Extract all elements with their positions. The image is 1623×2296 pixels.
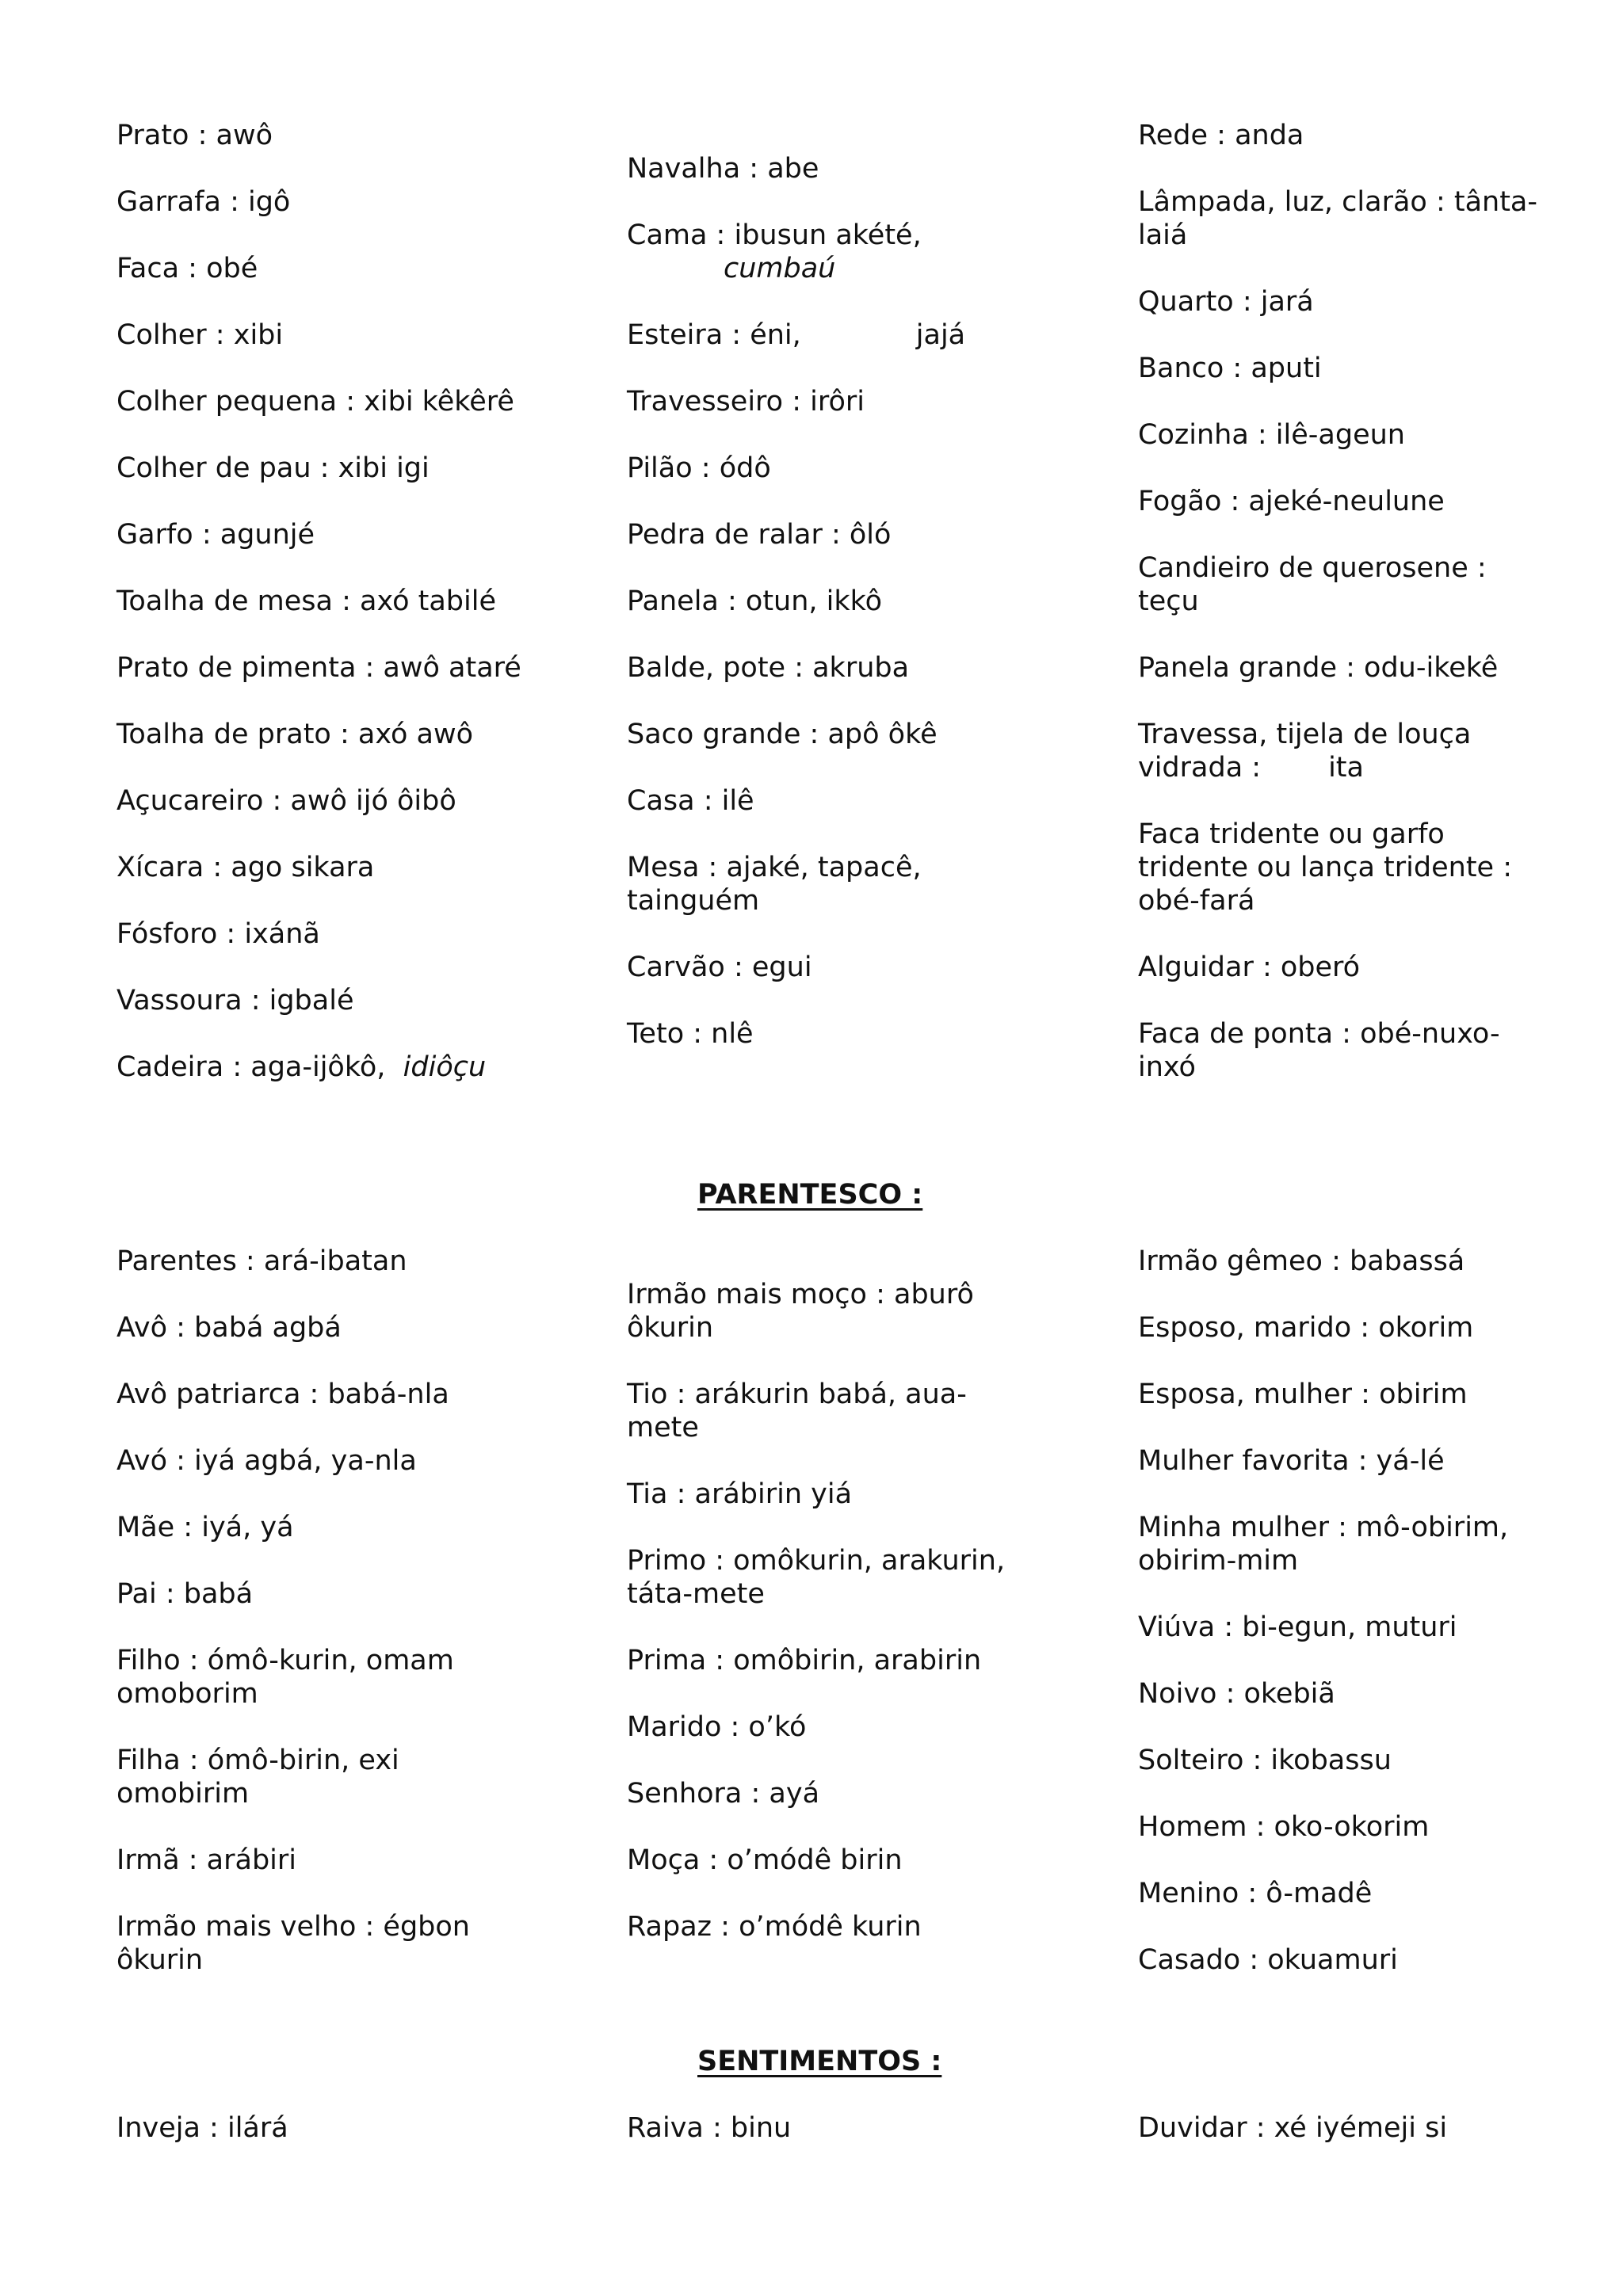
- entry-text: mete: [627, 1412, 699, 1444]
- entry: Colher : xibi: [116, 319, 284, 351]
- entry-text: ôkurin: [627, 1312, 714, 1344]
- entry-italic-text: idiôçu: [403, 1051, 487, 1083]
- sentimentos-column-2: [627, 2111, 1039, 2178]
- entry-text: Filha : ómô-birin, exi: [116, 1745, 399, 1776]
- entry: Esposo, marido : okorim: [1138, 1312, 1474, 1344]
- entry: [627, 318, 1039, 352]
- entry: Mulher favorita : yá-lé: [1138, 1445, 1445, 1477]
- entry: Prato de pimenta : awô ataré: [116, 652, 521, 684]
- entry: Saco grande : apô ôkê: [627, 719, 938, 750]
- entry-text: tridente ou lança tridente :: [1138, 852, 1512, 883]
- entry: [627, 219, 1039, 285]
- casa-column-2: [627, 152, 1039, 1084]
- entry-text: Irmão mais velho : égbon: [116, 1911, 470, 1943]
- entry: Homem : oko-okorim: [1138, 1811, 1430, 1843]
- parentesco-column-3: [1138, 1245, 1550, 2010]
- entry: Prima : omôbirin, arabirin: [627, 1645, 982, 1676]
- entry: Pai : babá: [116, 1578, 254, 1610]
- entry: Garrafa : igô: [116, 186, 291, 218]
- casa-column-1: [116, 119, 529, 1117]
- entry: Fósforo : ixánã: [116, 918, 320, 950]
- entry: Inveja : ilárá: [116, 2112, 288, 2144]
- entry-text: Faca tridente ou garfo: [1138, 818, 1445, 850]
- entry: Senhora : ayá: [627, 1778, 820, 1810]
- entry-text: Candieiro de querosene :: [1138, 552, 1487, 584]
- entry: [1138, 1511, 1550, 1577]
- entry-text: Esteira : éni,: [627, 319, 801, 351]
- entry: Cozinha : ilê-ageun: [1138, 419, 1405, 451]
- entry: Banco : aputi: [1138, 353, 1322, 384]
- entry: Casa : ilê: [627, 785, 754, 817]
- entry-text: teçu: [1138, 585, 1199, 617]
- entry-text: omoborim: [116, 1678, 258, 1710]
- entry-text: ita: [1328, 752, 1364, 784]
- entry: [1138, 185, 1550, 252]
- entry: Duvidar : xé iyémeji si: [1138, 2112, 1448, 2144]
- entry-text: omobirim: [116, 1778, 250, 1810]
- entry: Teto : nlê: [627, 1018, 754, 1050]
- entry: Prato : awô: [116, 120, 273, 151]
- entry: Garfo : agunjé: [116, 519, 315, 551]
- entry-text: Lâmpada, luz, clarão : tânta-: [1138, 186, 1538, 218]
- sentimentos-column-1: [116, 2111, 529, 2178]
- entry: Viúva : bi-egun, muturi: [1138, 1611, 1457, 1643]
- section-heading-sentimentos: SENTIMENTOS :: [697, 2046, 942, 2077]
- entry: Marido : o’kó: [627, 1711, 807, 1743]
- entry-text: Tio : arákurin babá, aua-: [627, 1379, 967, 1410]
- entry-text: jajá: [915, 319, 966, 351]
- entry: Avó : iyá agbá, ya-nla: [116, 1445, 417, 1477]
- entry-text: Mesa : ajaké, tapacê,: [627, 852, 922, 883]
- entry: Solteiro : ikobassu: [1138, 1745, 1392, 1776]
- section-heading-parentesco: PARENTESCO :: [697, 1179, 923, 1211]
- entry: Xícara : ago sikara: [116, 852, 375, 883]
- entry: Raiva : binu: [627, 2112, 792, 2144]
- entry: [116, 1910, 529, 1977]
- entry-text: tainguém: [627, 885, 760, 917]
- entry: Rapaz : o’módê kurin: [627, 1911, 922, 1943]
- entry: Carvão : egui: [627, 952, 812, 983]
- entry: Avô patriarca : babá-nla: [116, 1379, 449, 1410]
- entry: Pedra de ralar : ôló: [627, 519, 892, 551]
- parentesco-column-1: [116, 1245, 529, 2010]
- entry: [1138, 818, 1550, 917]
- entry-text: Faca de ponta : obé-nuxo-: [1138, 1018, 1500, 1050]
- entry-text: laiá: [1138, 219, 1188, 251]
- entry: Tia : arábirin yiá: [627, 1478, 853, 1510]
- entry: Casado : okuamuri: [1138, 1944, 1398, 1976]
- entry-text: Minha mulher : mô-obirim,: [1138, 1512, 1509, 1543]
- entry: Menino : ô-madê: [1138, 1878, 1373, 1909]
- entry: [1138, 1017, 1550, 1084]
- entry: Rede : anda: [1138, 120, 1304, 151]
- entry: Açucareiro : awô ijó ôibô: [116, 785, 456, 817]
- entry: Esposa, mulher : obirim: [1138, 1379, 1468, 1410]
- entry: Toalha de prato : axó awô: [116, 719, 473, 750]
- entry-text: ôkurin: [116, 1944, 204, 1976]
- entry: [627, 851, 1039, 917]
- entry: Travesseiro : irôri: [627, 386, 865, 418]
- entry: Colher de pau : xibi igi: [116, 452, 430, 484]
- entry-text: táta-mete: [627, 1578, 765, 1610]
- entry-text: obirim-mim: [1138, 1545, 1299, 1577]
- entry-text: Travessa, tijela de louça: [1138, 719, 1472, 750]
- entry: Panela grande : odu-ikekê: [1138, 652, 1499, 684]
- entry: Toalha de mesa : axó tabilé: [116, 585, 496, 617]
- entry: Faca : obé: [116, 253, 258, 284]
- entry: [627, 1378, 1039, 1444]
- entry: [116, 1744, 529, 1810]
- entry: Moça : o’módê birin: [627, 1844, 903, 1876]
- entry-text: Primo : omôkurin, arakurin,: [627, 1545, 1006, 1577]
- entry: Irmã : arábiri: [116, 1844, 297, 1876]
- entry: Balde, pote : akruba: [627, 652, 910, 684]
- entry: Colher pequena : xibi kêkêrê: [116, 386, 514, 418]
- sentimentos-column-3: [1138, 2111, 1550, 2178]
- entry: Avô : babá agbá: [116, 1312, 342, 1344]
- entry: Irmão gêmeo : babassá: [1138, 1245, 1465, 1277]
- entry: Noivo : okebiã: [1138, 1678, 1335, 1710]
- entry-italic-text: cumbaú: [724, 253, 836, 284]
- entry: Navalha : abe: [627, 153, 819, 185]
- entry-text: vidrada :: [1138, 752, 1262, 784]
- entry: Fogão : ajeké-neulune: [1138, 486, 1445, 517]
- casa-column-3: [1138, 119, 1550, 1117]
- entry-text: Irmão mais moço : aburô: [627, 1279, 974, 1310]
- entry-text: Cama : ibusun akété,: [627, 219, 922, 251]
- entry-text: Filho : ómô-kurin, omam: [116, 1645, 454, 1676]
- entry-text: Cadeira : aga-ijôkô,: [116, 1051, 386, 1083]
- entry: [116, 1644, 529, 1711]
- entry: [627, 1544, 1039, 1611]
- entry: Vassoura : igbalé: [116, 985, 354, 1016]
- entry-text: obé-fará: [1138, 885, 1255, 917]
- entry: Quarto : jará: [1138, 286, 1314, 318]
- entry: Pilão : ódô: [627, 452, 771, 484]
- entry: Parentes : ará-ibatan: [116, 1245, 407, 1277]
- entry: [627, 1278, 1039, 1344]
- parentesco-column-2: [627, 1278, 1039, 1977]
- entry-text: inxó: [1138, 1051, 1196, 1083]
- entry: Panela : otun, ikkô: [627, 585, 883, 617]
- entry: Alguidar : oberó: [1138, 952, 1361, 983]
- entry: [116, 1051, 529, 1084]
- entry: Mãe : iyá, yá: [116, 1512, 294, 1543]
- entry: [1138, 718, 1550, 784]
- entry: [1138, 551, 1550, 618]
